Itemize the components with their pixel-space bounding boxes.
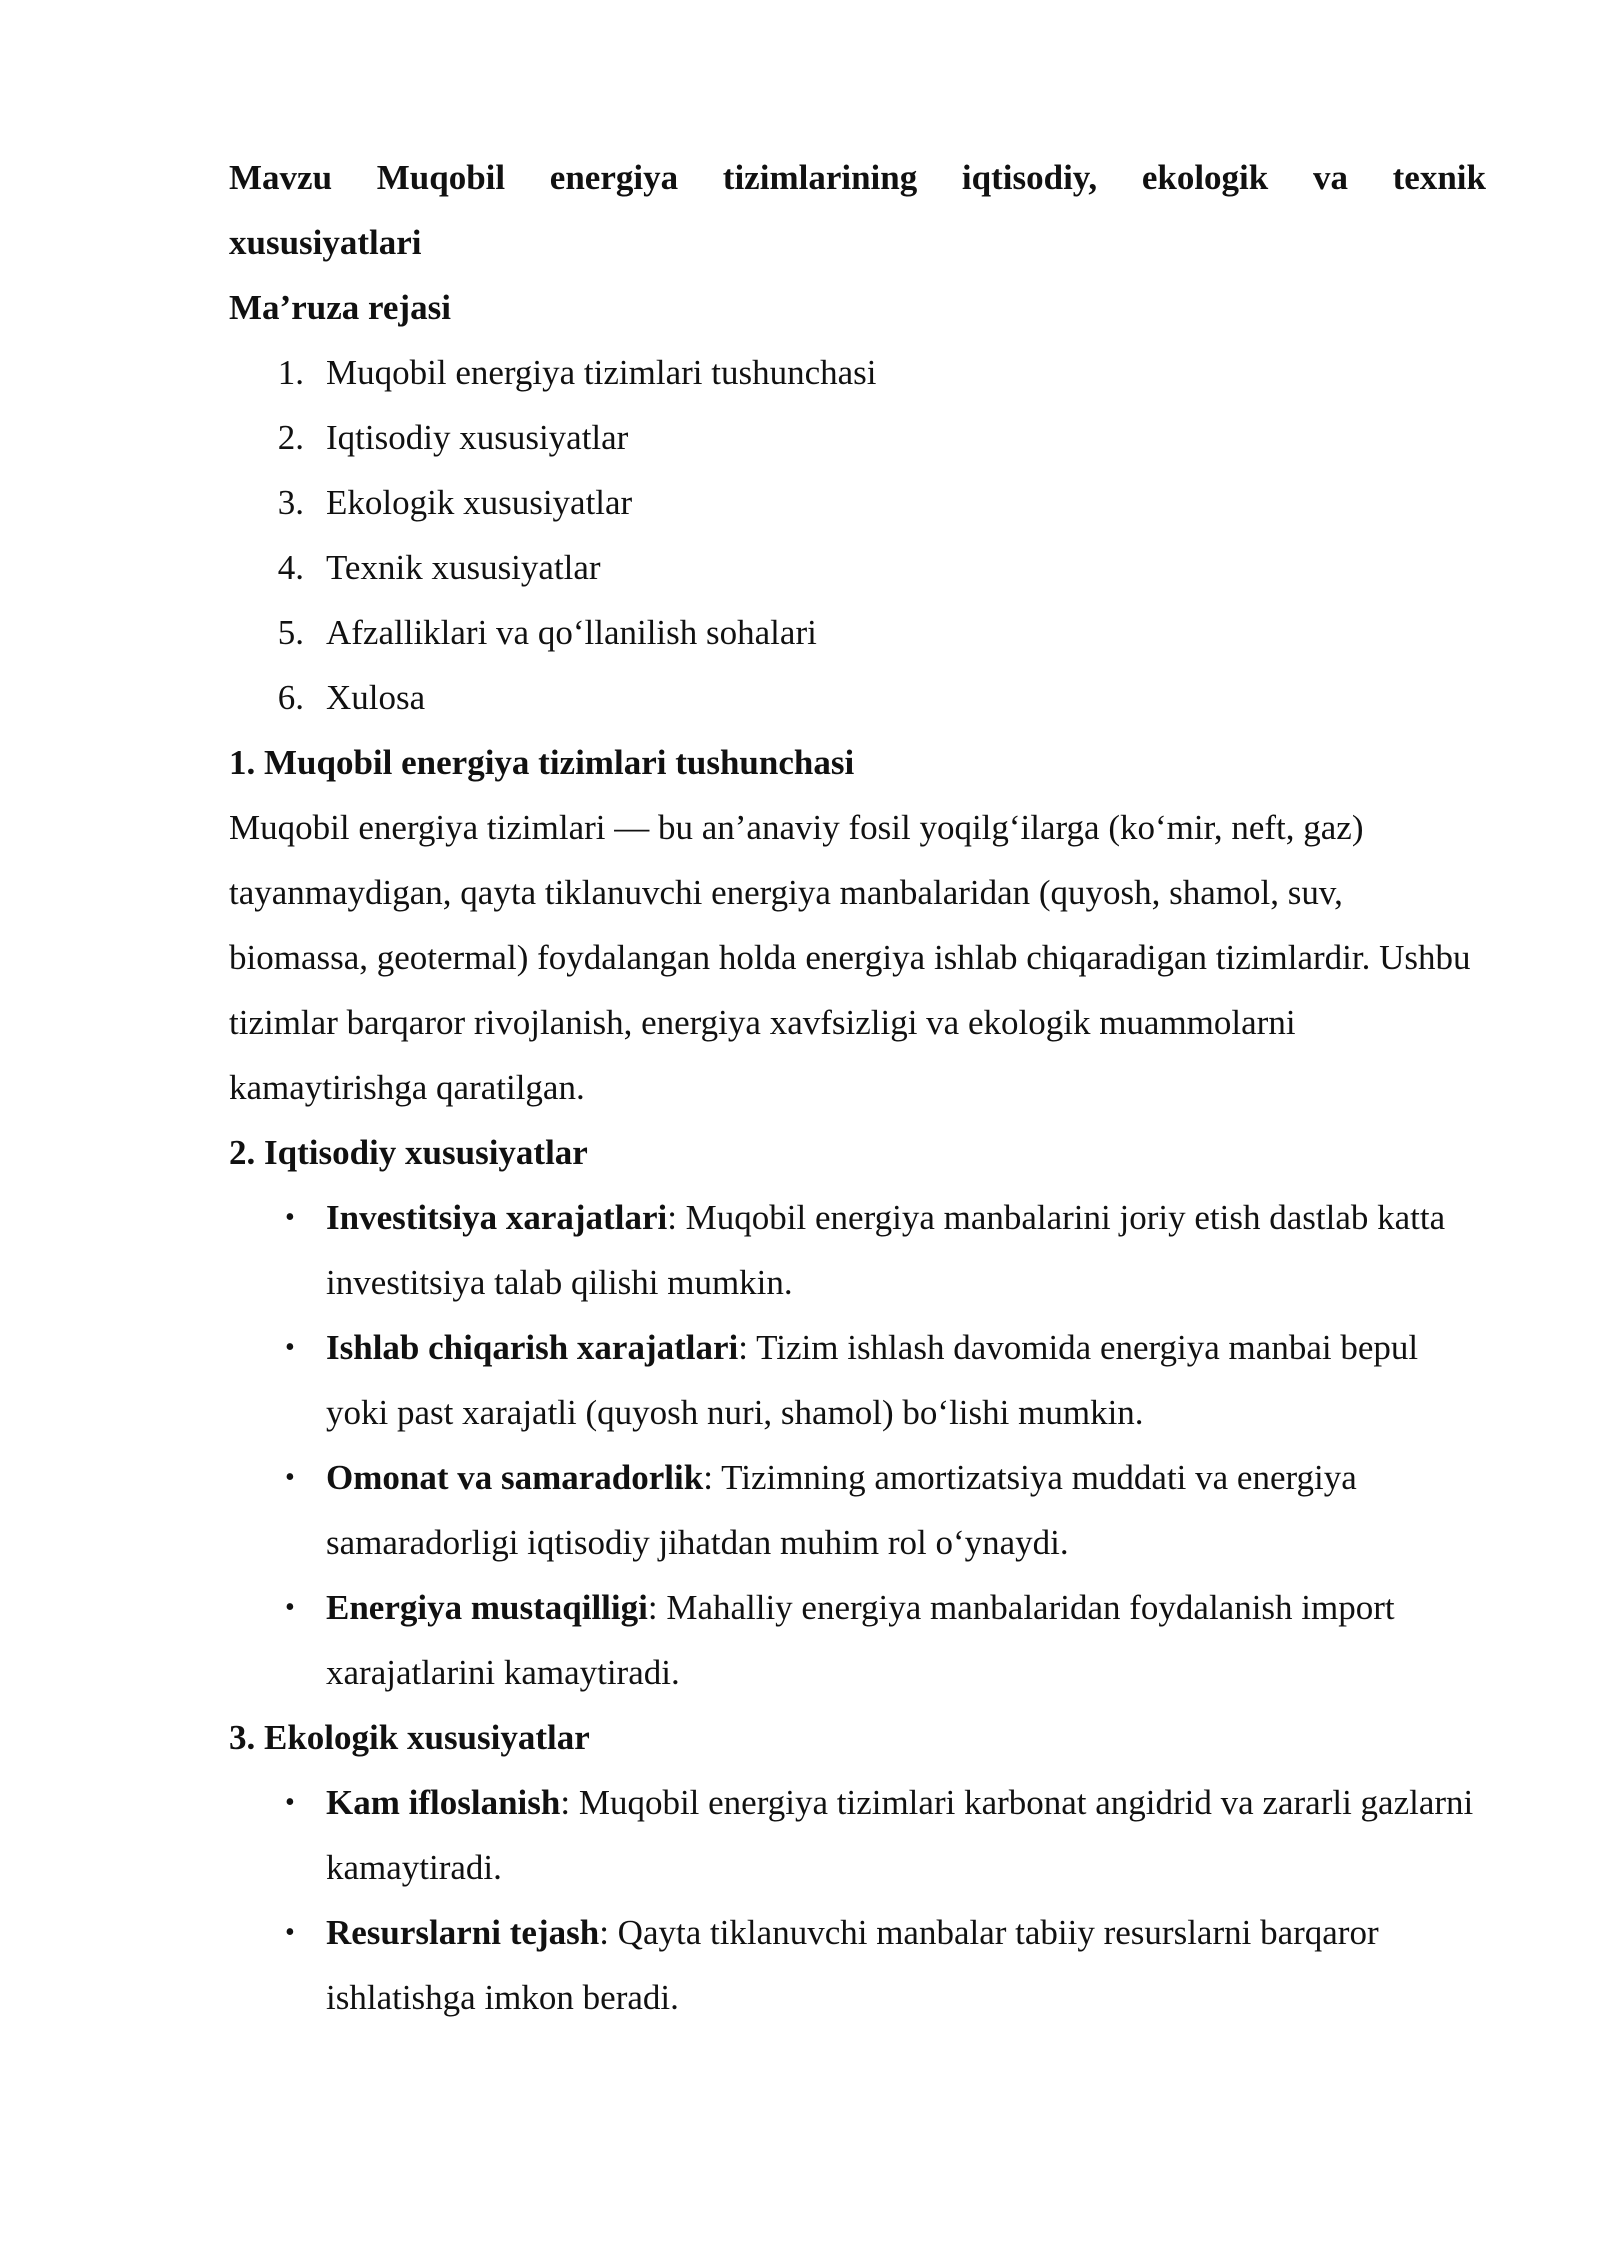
section-2-heading: 2. Iqtisodiy xususiyatlar <box>229 1133 588 1172</box>
bullet-icon: • <box>285 1917 295 1948</box>
bullet-icon: • <box>285 1462 295 1493</box>
plan-item-text: Afzalliklari va qo‘llanilish sohalari <box>326 613 817 652</box>
plan-item <box>229 340 1486 405</box>
plan-item <box>229 470 1486 535</box>
bullet-item <box>229 1445 1486 1575</box>
document-title-line-1: Mavzu Muqobil energiya tizimlarining iqtisodiy, ekologik va texnik <box>229 158 1486 197</box>
plan-item-text: Texnik xususiyatlar <box>326 548 601 587</box>
bullet-item <box>229 1900 1486 2030</box>
plan-item-number: 2. <box>277 418 304 457</box>
bullet-icon: • <box>285 1202 295 1233</box>
plan-item <box>229 600 1486 665</box>
plan-item-number: 3. <box>277 483 304 522</box>
plan-item <box>229 535 1486 600</box>
bullet-item <box>229 1575 1486 1705</box>
bullet-text: : Muqobil energiya manbalarini joriy etish dastlab katta investitsiya talab qilishi mumkin. <box>326 1198 1446 1302</box>
plan-heading: Ma’ruza rejasi <box>229 288 451 327</box>
bullet-icon: • <box>285 1787 295 1818</box>
section-2-bullet-list <box>229 1185 1486 1705</box>
bullet-text: : Qayta tiklanuvchi manbalar tabiiy resurslarni barqaror ishlatishga imkon beradi. <box>326 1913 1379 2017</box>
plan-item-number: 1. <box>277 353 304 392</box>
plan-item <box>229 665 1486 730</box>
bullet-icon: • <box>285 1592 295 1623</box>
bullet-icon: • <box>285 1332 295 1363</box>
plan-item-text: Iqtisodiy xususiyatlar <box>326 418 629 457</box>
bullet-text: : Tizim ishlash davomida energiya manbai bepul yoki past xarajatli (quyosh nuri, shamol) bo‘lishi mumkin. <box>326 1328 1419 1432</box>
bullet-text: : Mahalliy energiya manbalaridan foydalanish import xarajatlarini kamaytiradi. <box>326 1588 1395 1692</box>
section-1-paragraph: Muqobil energiya tizimlari — bu an’anaviy fosil yoqilg‘ilarga (ko‘mir, neft, gaz) tayanmaydigan, qayta tiklanuvchi energiya manbalaridan (quyosh, shamol, suv, biomassa, geotermal) foydalangan holda energiya ishlab chiqaradigan tizimlardir. Ushbu tizimlar barqaror rivojlanish, energiya xavfsizligi va ekologik muammolarni kamaytirishga qaratilgan. <box>229 808 1471 1107</box>
bullet-term: Kam ifloslanish <box>326 1783 561 1822</box>
bullet-term: Resurslarni tejash <box>326 1913 600 1952</box>
bullet-text: : Tizimning amortizatsiya muddati va energiya samaradorligi iqtisodiy jihatdan muhim rol o‘ynaydi. <box>326 1458 1357 1562</box>
document-page <box>229 145 1486 2030</box>
plan-item <box>229 405 1486 470</box>
bullet-item <box>229 1315 1486 1445</box>
plan-item-number: 6. <box>277 678 304 717</box>
plan-list <box>229 340 1486 730</box>
bullet-term: Energiya mustaqilligi <box>326 1588 648 1627</box>
document-title-line-2: xususiyatlari <box>229 223 422 262</box>
bullet-text: : Muqobil energiya tizimlari karbonat angidrid va zararli gazlarni kamaytiradi. <box>326 1783 1474 1887</box>
bullet-item <box>229 1185 1486 1315</box>
plan-item-number: 5. <box>277 613 304 652</box>
plan-item-number: 4. <box>277 548 304 587</box>
section-3-bullet-list <box>229 1770 1486 2030</box>
bullet-term: Omonat va samaradorlik <box>326 1458 704 1497</box>
bullet-term: Ishlab chiqarish xarajatlari <box>326 1328 739 1367</box>
plan-item-text: Ekologik xususiyatlar <box>326 483 633 522</box>
section-3-heading: 3. Ekologik xususiyatlar <box>229 1718 590 1757</box>
bullet-item <box>229 1770 1486 1900</box>
section-1-heading: 1. Muqobil energiya tizimlari tushunchasi <box>229 743 855 782</box>
bullet-term: Investitsiya xarajatlari <box>326 1198 668 1237</box>
plan-item-text: Muqobil energiya tizimlari tushunchasi <box>326 353 877 392</box>
plan-item-text: Xulosa <box>326 678 426 717</box>
